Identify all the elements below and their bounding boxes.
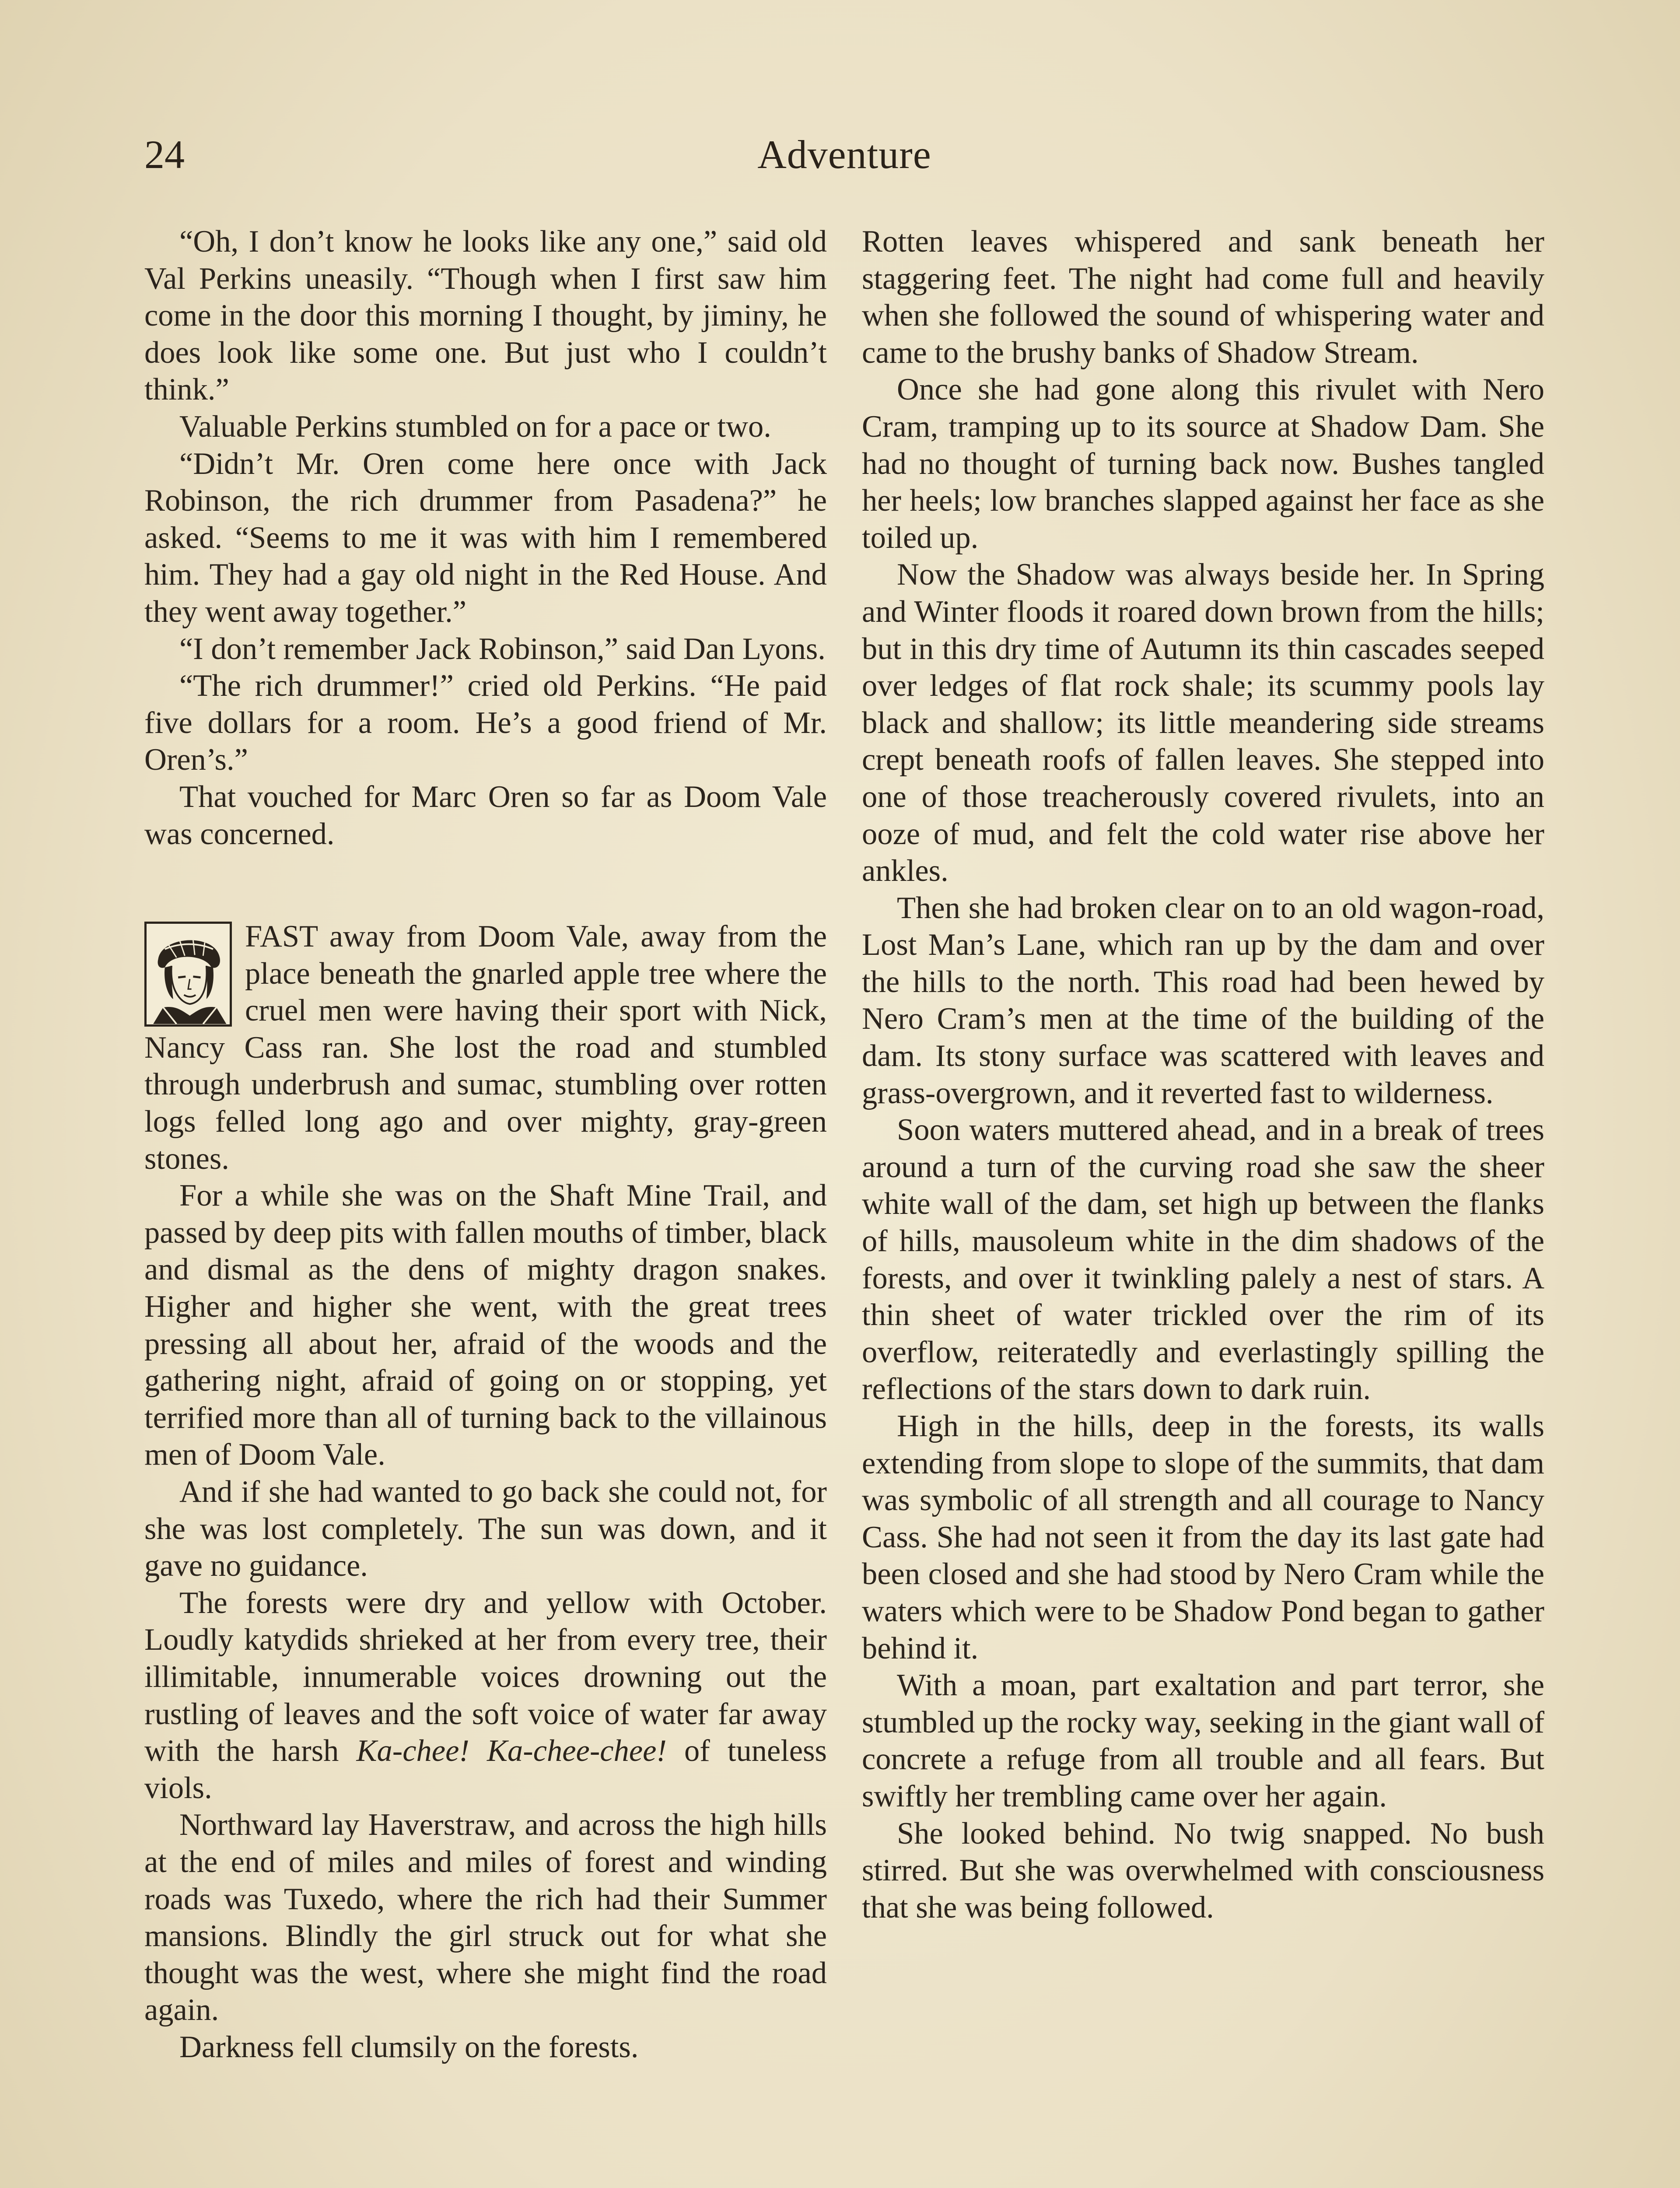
section-break — [144, 852, 827, 918]
paragraph: Now the Shadow was always beside her. In Spring and Winter floods it roared down brown from the hills; but in this dry time of Autumn its thin cascades seeped over ledges of flat rock shale; its scummy pools lay black and shallow; its little meandering side streams crept beneath roofs of fallen leaves. She stepped into one of those treacherously covered rivulets, into an ooze of mud, and felt the cold water rise above her ankles. — [862, 558, 1544, 888]
dropcap-paragraph-block — [144, 918, 827, 1177]
running-title: Adventure — [757, 132, 931, 177]
dropcap-paragraph: FAST away from Doom Vale, away from the place beneath the gnarled apple tree where the cruel men were having their sport with Nick, Nancy Cass ran. She lost the road and stumbled through underbrush and sumac, stumbling over rotten logs felled long ago and over mighty, gray-green stones. — [144, 919, 827, 1176]
paragraph: Soon waters muttered ahead, and in a break of trees around a turn of the curving road she saw the sheer white wall of the dam, set high up between the flanks of hills, mausoleum white in the dim shadows of the forests, and over it twinkling palely a nest of stars. A thin sheet of water trickled over the rim of its overflow, reiteratedly and everlastingly spilling the reflections of the stars down to dark ruin. — [862, 1113, 1544, 1406]
page-header — [144, 131, 1544, 193]
paragraph: “The rich drummer!” cried old Perkins. “He paid five dollars for a room. He’s a good friend of Mr. Oren’s.” — [144, 669, 827, 777]
paragraph: That vouched for Marc Oren so far as Doom Vale was concerned. — [144, 779, 827, 851]
paragraph: Darkness fell clumsily on the forests. — [179, 2030, 639, 2064]
paragraph: With a moan, part exaltation and part terror, she stumbled up the rocky way, seeking in the giant wall of concrete a refuge from all trouble and all fears. But swiftly her trembling came over her again. — [862, 1668, 1544, 1813]
paragraph: High in the hills, deep in the forests, its walls extending from slope to slope of the summits, that dam was symbolic of all strength and all courage to Nancy Cass. She had not seen it from the day its last gate had been closed and she had stood by Nero Cram while the waters which were to be Shadow Pond began to gather behind it. — [862, 1409, 1544, 1666]
paragraph: “I don’t remember Jack Robinson,” said Dan Lyons. — [179, 631, 826, 666]
page-number: 24 — [144, 132, 185, 177]
katydid-tail-text: of tuneless viols. — [144, 1734, 827, 1805]
katydid-paragraph — [144, 1585, 827, 1807]
paragraph: Once she had gone along this rivulet with Nero Cram, tramping up to its source at Shadow Dam. She had no thought of turning back now. Bushes tangled her heels; low branches slapped against her face as she toiled up. — [862, 372, 1544, 555]
paragraph: She looked behind. No twig snapped. No bush stirred. But she was overwhelmed with consciousness that she was being followed. — [862, 1816, 1544, 1925]
left-column — [144, 223, 827, 2066]
paragraph: “Oh, I don’t know he looks like any one,” said old Val Perkins uneasily. “Though when I first saw him come in the door this morning I thought, by jiminy, he does look like some one. But just who I couldn’t think.” — [144, 224, 827, 407]
paragraph: And if she had wanted to go back she could not, for she was lost completely. The sun was down, and it gave no guidance. — [144, 1475, 827, 1583]
paragraph: Valuable Perkins stumbled on for a pace or two. — [179, 409, 771, 444]
right-column — [862, 223, 1544, 1926]
woman-portrait-dropcap-icon — [144, 922, 232, 1027]
paragraph: For a while she was on the Shaft Mine Trail, and passed by deep pits with fallen mouths of timber, black and dismal as the dens of mighty dragon snakes. Higher and higher she went, with the great trees pressing all about her, afraid of the woods and the gathering night, afraid of going on or stopping, yet terrified more than all of turning back to the villainous men of Doom Vale. — [144, 1178, 827, 1472]
paragraph: “Didn’t Mr. Oren come here once with Jack Robinson, the rich drummer from Pasadena?” he asked. “Seems to me it was with him I remembered him. They had a gay old night in the Red House. And they went away together.” — [144, 446, 827, 629]
katydid-sound-italic: Ka-chee! Ka-chee-chee! — [356, 1734, 667, 1768]
paragraph: Then she had broken clear on to an old wagon-road, Lost Man’s Lane, which ran up by the dam and over the hills to the north. This road had been hewed by Nero Cram’s men at the time of the building of the dam. Its stony surface was scattered with leaves and grass-overgrown, and it reverted fast to wilderness. — [862, 891, 1544, 1110]
continuation-paragraph: Rotten leaves whispered and sank beneath her staggering feet. The night had come full and heavily when she followed the sound of whispering water and came to the brushy banks of Shadow Stream. — [862, 224, 1544, 370]
paragraph: Northward lay Haverstraw, and across the high hills at the end of miles and miles of forest and winding roads was Tuxedo, where the rich had their Summer mansions. Blindly the girl struck out for what she thought was the west, where she might find the road again. — [144, 1808, 827, 2027]
katydid-lead-text: The forests were dry and yellow with October. Loudly katydids shrieked at her from every tree, their illimitable, innumerable voices drowning out the rustling of leaves and the soft voice of water far away with the harsh — [144, 1585, 827, 1768]
